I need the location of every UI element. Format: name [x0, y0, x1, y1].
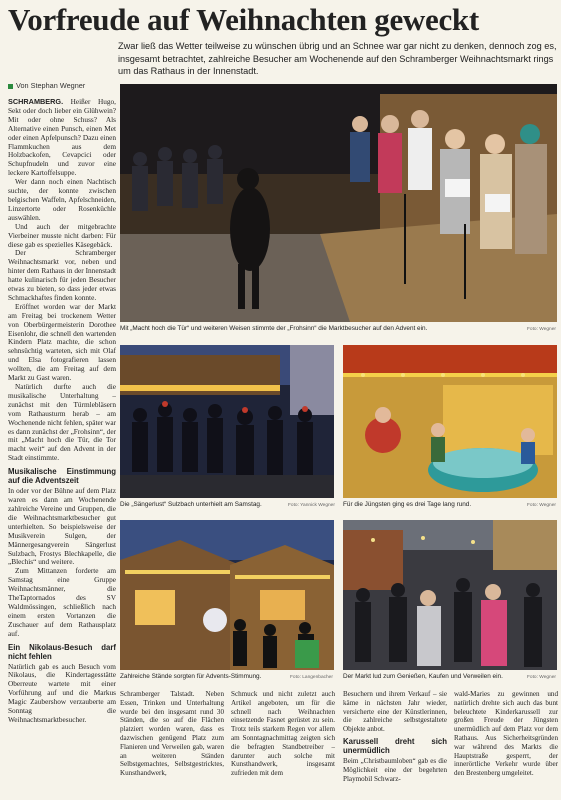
caption-karussell: Für die Jüngsten ging es drei Tage lang rund.: [343, 501, 472, 508]
para-7: In oder vor der Bühne auf dem Platz waren es dann am Wochenende zahlreiche Vereine und Gruppen, die die Weihnachtsmarktbesucher gut unterhielten. So beispielsweise der Musikverein Sulgen, der Männergesangverein Sängerlust Sulzbach, Frostys Blechkapelle, die „Blechis“ und weitere.: [8, 486, 116, 567]
photo-markt-image: [343, 520, 557, 670]
para-6: Natürlich durfte auch die musikalische Unterhaltung – zunächst mit den Türmlebläsern vom Rathausturm herab – am Wochenende nicht fehlen, später war es dann zunächst der „Frohsinn“, der mit „Macht hoch die Tür, die Tor macht weit“ auf den Advent in der Stadt einstimmte.: [8, 382, 116, 463]
bottom-column-3: [343, 690, 447, 798]
credit-saengerlust: Foto: Yannick Wegner: [288, 503, 335, 508]
caption-choir: Mit „Macht hoch die Tür“ und weiteren Weisen stimmte der „Frohsinn“ die Marktbesucher auf den Advent ein.: [120, 325, 428, 332]
para-1: SCHRAMBERG. Heißer Hugo, Sekt oder doch lieber ein Glühwein? Mit oder ohne Schuss? Als Alternative einen Punsch, einen Met oder einen Apfelpunsch? Dazu einen Flammkuchen aus dem Holzbackofen, Cevapcici oder Schupfnudeln und zuvor eine leckere Kartoffelsuppe.: [8, 98, 116, 178]
left-column: [8, 98, 116, 798]
credit-staende: Foto: Langenbacher: [290, 675, 333, 680]
caption-markt: Der Markt lud zum Genießen, Kaufen und Verweilen ein.: [343, 673, 503, 680]
credit-karussell: Foto: Wegner: [527, 503, 556, 508]
byline: [8, 81, 118, 90]
kicker: SCHRAMBERG.: [8, 98, 64, 106]
para-3: Und auch der mitgebrachte Vierbeiner musste nicht darben: Für diese gab es spezielles Käsegebäck.: [8, 221, 116, 249]
bottom-para-4: wald-Maries zu gewinnen und natürlich drehte sich auch das bunt beleuchtete Kinderkarussell zur großen Freude der Jüngsten unermüdlich auf dem Platz vor dem Rathaus. Aus Sicherheitsgründen war während des Markts die Hauptstraße gesperrt, der innerörtliche Verkehr wurde über den Brestenberg umgeleitet.: [454, 690, 558, 778]
bottom-subhead: Karussell dreht sich unermüdlich: [343, 736, 447, 755]
photo-choir: [120, 84, 557, 322]
bottom-column-1: [120, 690, 224, 798]
photo-karussell-image: [343, 345, 557, 498]
credit-markt: Foto: Wegner: [527, 675, 556, 680]
bottom-para-1: Schramberger Talstadt. Neben Essen, Trinken und Unterhaltung wurde bei den insgesamt rund 30 Ständen, die so auf die Flächen platziert worden waren, dass es dazwischen genügend Platz zum Flanieren und Verweilen gab, waren an weiteren Ständen Selbstgemachtes, Selbstgestricktes, Kunsthandwerk,: [120, 690, 224, 778]
subhead-1: Musikalische Einstimmung auf die Adventszeit: [8, 467, 116, 486]
photo-saengerlust: [120, 345, 334, 498]
subhead-2: Ein Nikolaus-Besuch darf nicht fehlen: [8, 642, 116, 661]
para-2: Wer dann noch einen Nachtisch suchte, der konnte zwischen belgischen Waffeln, Apfelschneiden, Linzertorte oder Rosenküchle auswählen.: [8, 177, 116, 222]
photo-choir-image: [120, 84, 557, 322]
photo-saengerlust-image: [120, 345, 334, 498]
photo-staende: [120, 520, 334, 670]
photo-markt: [343, 520, 557, 670]
byline-marker-icon: [8, 84, 13, 89]
para-8: Zum Mittanzen forderte am Samstag eine Gruppe Weihnachtsmänner, die TheTaptornados des SV Waldmössingen, schließlich nach einem ersten Vortanzen die Zuschauer auf dem Rathausplatz auf.: [8, 566, 116, 638]
caption-saengerlust: Die „Sängerlust“ Sulzbach unterhielt am Samstag.: [120, 501, 262, 508]
teaser: Zwar ließ das Wetter teilweise zu wünschen übrig und an Schnee war gar nicht zu denken, dennoch zog es, insgesamt betrachtet, zahlreiche Besucher am Wochenende auf den Schramberger Weihnachtsmarkt rings um das Rathaus in der Innenstadt.: [118, 41, 557, 76]
bottom-para-3b: Beim „Christbaumloben“ gab es die Möglichkeit eine der begehrten Playmobil Schwarz-: [343, 756, 447, 783]
caption-staende: Zahlreiche Stände sorgten für Advents-Stimmung.: [120, 673, 262, 680]
headline: Vorfreude auf Weihnachten geweckt: [8, 2, 479, 37]
credit-choir: Foto: Wegner: [527, 327, 556, 332]
para-4: Der Schramberger Weihnachtsmarkt vor, neben und hinter dem Rathaus in der Innenstadt hatte kulinarisch für jeden Besucher etwas zu bieten, so dass jeder etwas Schmackhaftes finden konnte.: [8, 248, 116, 302]
byline-text: Von Stephan Wegner: [16, 81, 86, 90]
photo-karussell: [343, 345, 557, 498]
para-9: Natürlich gab es auch Besuch vom Nikolaus, die Kindertagesstätte Oberreute wartete mit einer Vorführung auf und die Markus Magic Zaubershow verzauberte am Sonntag die Weihnachtsmarktbesucher.: [8, 661, 116, 724]
bottom-column-4: [454, 690, 558, 798]
bottom-column-2: [231, 690, 335, 798]
photo-staende-image: [120, 520, 334, 670]
bottom-para-3: Besuchern und ihrem Verkauf – sie käme in nächsten Jahr wieder, versicherte eine der Künstlerinnen, die zahlreiche selbstgestaltete Objekte anbot.: [343, 690, 447, 734]
bottom-para-2: Schmuck und nicht zuletzt auch Artikel angeboten, um für die schnell nach Weihnachten einsetzende Fasnet gerüstet zu sein. Trotz teils starkem Regen vor allem am Sonntagnachmittag zeigten sich die befragten Standbetreiber – darunter auch solche mit Kunsthandwerk, insgesamt zufrieden mit dem: [231, 690, 335, 778]
para-5: Eröffnet worden war der Markt am Freitag bei trockenem Wetter von Oberbürgermeisterin Dorothee Eisenlohr, die schnell den wartenden Kindern Platz machte, die schon sehnsüchtig warteten, sich mit Olaf und Elsa fotografieren lassen wollten, die am Freitag auf dem Markt zu Gast waren.: [8, 301, 116, 383]
